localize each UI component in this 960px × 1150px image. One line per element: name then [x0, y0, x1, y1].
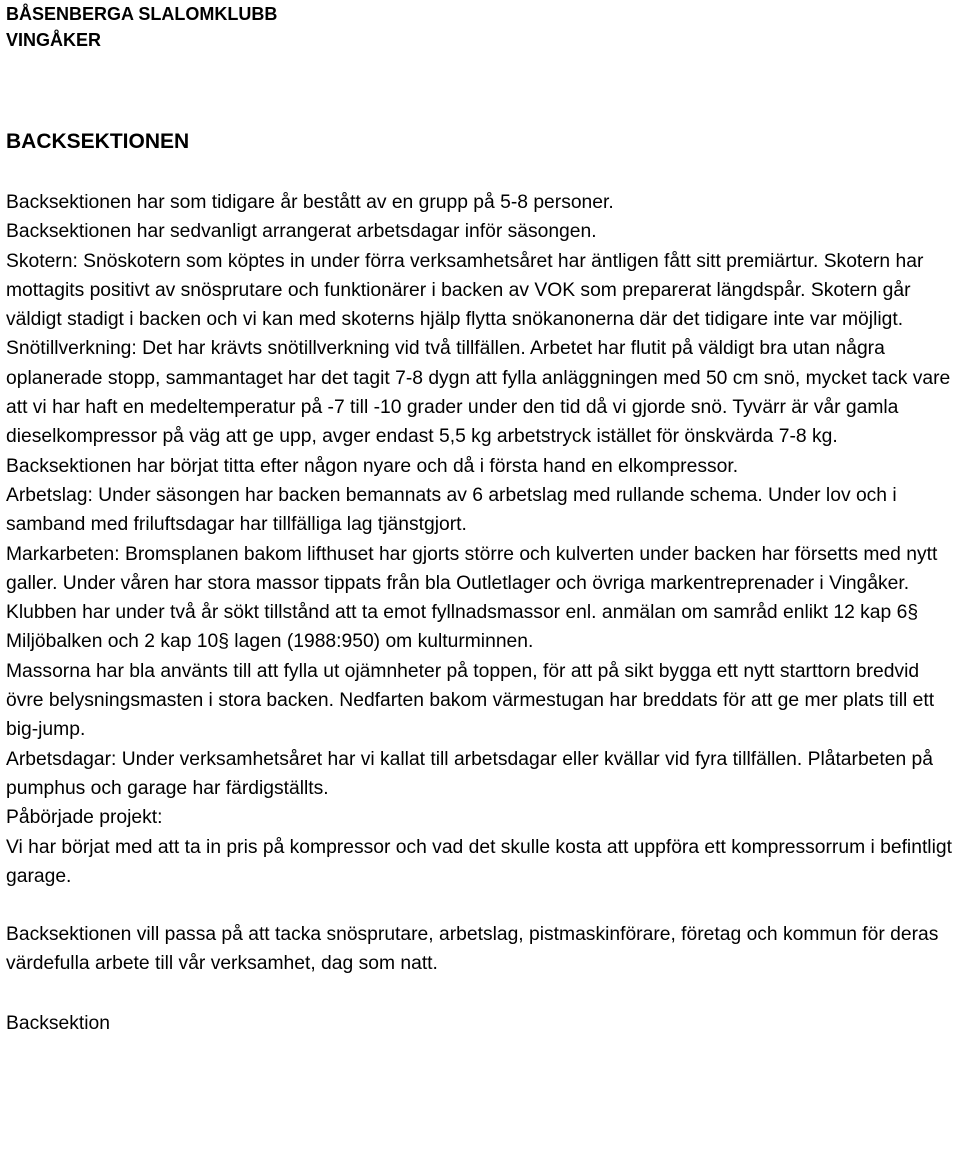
- signature: Backsektion: [6, 1012, 110, 1034]
- paragraph-work-teams: Arbetslag: Under säsongen har backen bemannats av 6 arbetslag med rullande schema. Under lov och i samband med friluftsdagar har tillfälliga lag tjänstgjort.: [6, 484, 897, 536]
- paragraph-spacer: [6, 891, 956, 920]
- club-location: VINGÅKER: [6, 30, 102, 50]
- paragraph-snowmobile: Skotern: Snöskotern som köptes in under förra verksamhetsåret har äntligen fått sitt premiärtur. Skotern har mottagits positivt av snösprutare och funktionärer i backen av VOK som preparerat längdspår. Skotern går väldigt stadigt i backen och vi kan med skoterns hjälp flytta snökanonerna där det tidigare inte var möjligt.: [6, 250, 924, 331]
- paragraph-group-size: Backsektionen har som tidigare år bestått av en grupp på 5-8 personer.: [6, 192, 614, 213]
- club-name: BÅSENBERGA SLALOMKLUBB: [6, 4, 278, 24]
- document-page: [6, 0, 956, 1038]
- section-title: BACKSEKTIONEN: [6, 130, 190, 153]
- paragraph-groundwork: Markarbeten: Bromsplanen bakom lifthuset har gjorts större och kulverten under backen har försetts med nytt galler. Under våren har stora massor tippats från bla Outletlager och övriga markentreprenader i Vingåker. Klubben har under två år sökt tillstånd att ta emot fyllnadsmassor enl. anmälan om samråd enlikt 12 kap 6§ Miljöbalken och 2 kap 10§ lagen (1988:950) om kulturminnen.: [6, 543, 938, 653]
- paragraph-started-projects-heading: Påbörjade projekt:: [6, 807, 163, 829]
- paragraph-started-projects: Vi har börjat med att ta in pris på kompressor och vad det skulle kosta att uppföra ett kompressorrum i befintligt garage.: [6, 836, 952, 887]
- paragraph-fill-masses: Massorna har bla använts till att fylla ut ojämnheter på toppen, för att på sikt bygga ett nytt starttorn bredvid övre belysningsmasten i stora backen. Nedfarten bakom värmestugan har breddats för att ge mer plats till ett big-jump.: [6, 660, 935, 741]
- report-body: [6, 188, 956, 979]
- closing-thanks: Backsektionen vill passa på att tacka snösprutare, arbetslag, pistmaskinförare, företag och kommun för deras värdefulla arbete till vår verksamhet, dag som natt.: [6, 924, 939, 975]
- paragraph-workdays-arranged: Backsektionen har sedvanligt arrangerat arbetsdagar inför säsongen.: [6, 221, 597, 243]
- paragraph-workdays: Arbetsdagar: Under verksamhetsåret har vi kallat till arbetsdagar eller kvällar vid fyra tillfällen. Plåtarbeten på pumphus och garage har färdigställts.: [6, 748, 934, 799]
- paragraph-snowmaking: Snötillverkning: Det har krävts snötillverkning vid två tillfällen. Arbetet har flutit på väldigt bra utan några oplanerade stopp, sammantaget har det tagit 7-8 dygn att fylla anläggningen med 50 cm snö, mycket tack vare att vi har haft en medeltemperatur på -7 till -10 grader under den tid då vi gjorde snö. Tyvärr är vår gamla dieselkompressor på väg att ge upp, avger endast 5,5 kg arbetstryck istället för önskvärda 7-8 kg. Backsektionen har börjat titta efter någon nyare och då i första hand en elkompressor.: [6, 338, 951, 477]
- organization-header: [6, 1, 956, 53]
